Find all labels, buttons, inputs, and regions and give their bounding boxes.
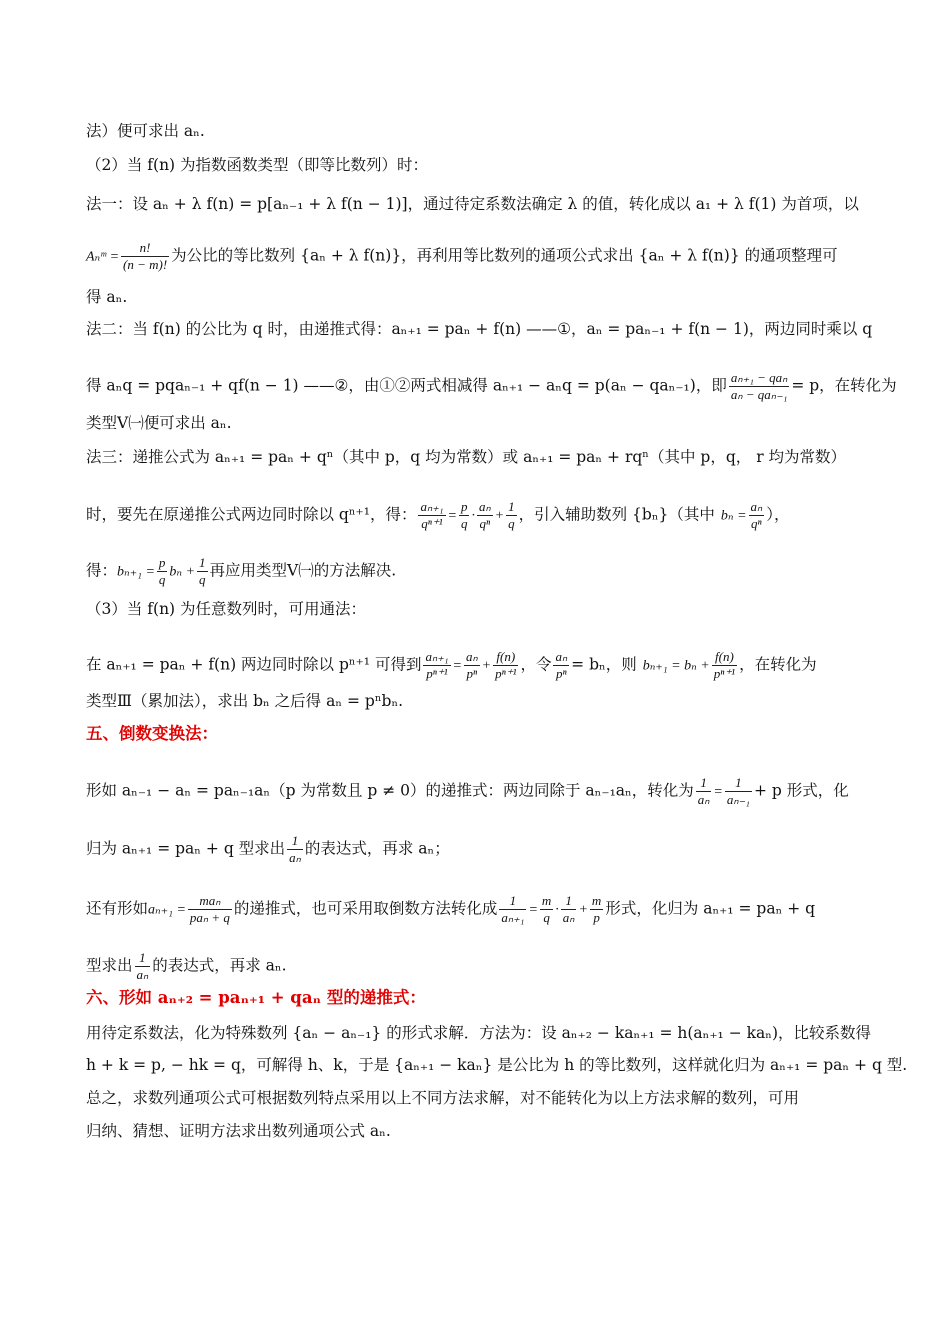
text-line: （3）当 f(n) 为任意数列时，可用通法： [86, 600, 367, 618]
fraction: $\frac{1}{\text{aₙ}}$ [697, 775, 710, 807]
fraction: $\frac{\text{aₙ}}{\text{qⁿ}}$ [478, 499, 491, 531]
text-line: 法三：递推公式为 aₙ₊₁ = paₙ + qⁿ（其中 p，q 均为常数）或 aₙ₊₁ = paₙ + rqⁿ（其中 p，q， r 均为常数） [86, 448, 847, 466]
fraction: $\frac{\text{aₙ₊₁ − qaₙ}}{\text{aₙ − qaₙ₋₁}}$ [730, 370, 788, 402]
fraction: $\frac{1}{\text{aₙ}}$ [562, 893, 575, 925]
text-line: 类型Ⅲ（累加法），求出 bₙ 之后得 aₙ = pⁿbₙ. [86, 692, 404, 710]
fraction: $\frac{\text{aₙ}}{\text{pⁿ}}$ [465, 649, 478, 681]
fraction: $\frac{\text{aₙ}}{\text{qⁿ}}$ [750, 499, 763, 531]
fraction: $\frac{1}{\text{aₙ}}$ [136, 950, 149, 982]
text-line: 归为 aₙ₊₁ = paₙ + q 型求出 $\frac{1}{\text{aₙ}}$ 的表达式，再求 aₙ； [86, 833, 450, 865]
text-line: h + k = p, − hk = q，可解得 h、k，于是 {aₙ₊₁ − kaₙ} 是公比为 h 的等比数列，这样就化归为 aₙ₊₁ = paₙ + q 型. [86, 1056, 908, 1074]
fraction: $\frac{f(n)}{\text{pⁿ⁺¹}}$ [495, 649, 517, 681]
fraction: $\frac{f(n)}{\text{pⁿ⁺¹}}$ [713, 649, 736, 681]
fraction: $\frac{\text{maₙ}}{\text{paₙ + q}}$ [189, 893, 230, 925]
text-line: 得 aₙ. [86, 288, 128, 306]
section-heading-5: 五、倒数变换法： [86, 724, 218, 743]
text-line: 法二：当 f(n) 的公比为 q 时，由递推式得：aₙ₊₁ = paₙ + f(n) ——①，aₙ = paₙ₋₁ + f(n − 1)，两边同时乘以 q [86, 320, 873, 338]
text-line: 归纳、猜想、证明方法求出数列通项公式 aₙ. [86, 1122, 391, 1140]
text-line: 法）便可求出 aₙ. [86, 122, 205, 140]
text-line: Aₙᵐ = $\frac{n!}{(n - m)!}$ 为公比的等比数列 {aₙ + λ f(n)}，再利用等比数列的通项公式求出 {aₙ + λ f(n)} 的通项整理可 [86, 240, 838, 272]
text-line: 时，要先在原递推公式两边同时除以 qⁿ⁺¹，得： $\frac{\text{aₙ₊₁}}{\text{qⁿ⁺¹}}$ = $\frac{p}{q}$ · $\frac{\text{aₙ}}{\text{qⁿ}}$ + $\frac{1}{q}$ ，引入辅助数列 {bₙ}（其中 bₙ = $\frac{\text{aₙ}}{\text{qⁿ}}$ ）， [86, 499, 790, 531]
text-line: 还有形如aₙ₊₁ = $\frac{\text{maₙ}}{\text{paₙ + q}}$ 的递推式，也可采用取倒数方法转化成 $\frac{1}{\text{aₙ₊₁}}$ = $\frac{m}{q}$ · $\frac{1}{\text{aₙ}}$ + $\frac{m}{p}$ 形式，化归为 aₙ₊₁ = paₙ + q [86, 893, 816, 925]
fraction: $\frac{\text{aₙ}}{\text{pⁿ}}$ [555, 649, 568, 681]
formula: Aₙᵐ = [86, 249, 120, 265]
fraction: $\frac{1}{\text{aₙ}}$ [289, 833, 301, 865]
fraction: $\frac{\text{aₙ₊₁}}{\text{qⁿ⁺¹}}$ [420, 499, 444, 531]
fraction: $\frac{p}{q}$ [460, 499, 468, 531]
fraction: $\frac{n!}{(n - m)!}$ [123, 240, 168, 272]
text-line: 用待定系数法，化为特殊数列 {aₙ − aₙ₋₁} 的形式求解．方法为：设 aₙ₊₂ − kaₙ₊₁ = h(aₙ₊₁ − kaₙ)，比较系数得 [86, 1024, 871, 1042]
text-line: 得 aₙq = pqaₙ₋₁ + qf(n − 1) ——②，由①②两式相减得 aₙ₊₁ − aₙq = p(aₙ − qaₙ₋₁)，即 $\frac{\text{aₙ₊₁ − qaₙ}}{\text{aₙ − qaₙ₋₁}}$ = p，在转化为 [86, 370, 897, 402]
fraction: $\frac{p}{q}$ [158, 555, 166, 587]
fraction: $\frac{1}{q}$ [508, 499, 515, 531]
text-line: （2）当 f(n) 为指数函数类型（即等比数列）时： [86, 156, 429, 174]
text-line: 得：bₙ₊₁ = $\frac{p}{q}$ bₙ + $\frac{1}{q}$ 再应用类型Ⅴ㈠的方法解决. [86, 555, 397, 587]
fraction: $\frac{m}{p}$ [591, 893, 602, 925]
fraction: $\frac{m}{q}$ [541, 893, 552, 925]
text-line: 在 aₙ₊₁ = paₙ + f(n) 两边同时除以 pⁿ⁺¹ 可得到 $\frac{\text{aₙ₊₁}}{\text{pⁿ⁺¹}}$ = $\frac{\text{aₙ}}{\text{pⁿ}}$ + $\frac{f(n)}{\text{pⁿ⁺¹}}$ ，令 $\frac{\text{aₙ}}{\text{pⁿ}}$ = bₙ，则 bₙ₊₁ = bₙ + $\frac{f(n)}{\text{pⁿ⁺¹}}$ ，在转化为 [86, 649, 817, 681]
text-line: 形如 aₙ₋₁ − aₙ = paₙ₋₁aₙ（p 为常数且 p ≠ 0）的递推式：两边同除于 aₙ₋₁aₙ，转化为 $\frac{1}{\text{aₙ}}$ = $\frac{1}{\text{aₙ₋₁}}$ + p 形式，化 [86, 775, 849, 807]
fraction: $\frac{1}{\text{aₙ₊₁}}$ [501, 893, 525, 925]
fraction: $\frac{1}{\text{aₙ₋₁}}$ [726, 775, 750, 807]
fraction: $\frac{\text{aₙ₊₁}}{\text{pⁿ⁺¹}}$ [425, 649, 449, 681]
text-line: 总之，求数列通项公式可根据数列特点采用以上不同方法求解，对不能转化为以上方法求解的数列，可用 [86, 1089, 800, 1107]
section-heading-6: 六、形如 aₙ₊₂ = paₙ₊₁ + qaₙ 型的递推式： [86, 988, 426, 1007]
text-line: 法一：设 aₙ + λ f(n) = p[aₙ₋₁ + λ f(n − 1)]，通过待定系数法确定 λ 的值，转化成以 a₁ + λ f(1) 为首项，以 [86, 195, 859, 213]
text-line: 类型Ⅴ㈠便可求出 aₙ. [86, 414, 232, 432]
text-line: 型求出 $\frac{1}{\text{aₙ}}$ 的表达式，再求 aₙ. [86, 950, 287, 982]
fraction: $\frac{1}{q}$ [199, 555, 206, 587]
